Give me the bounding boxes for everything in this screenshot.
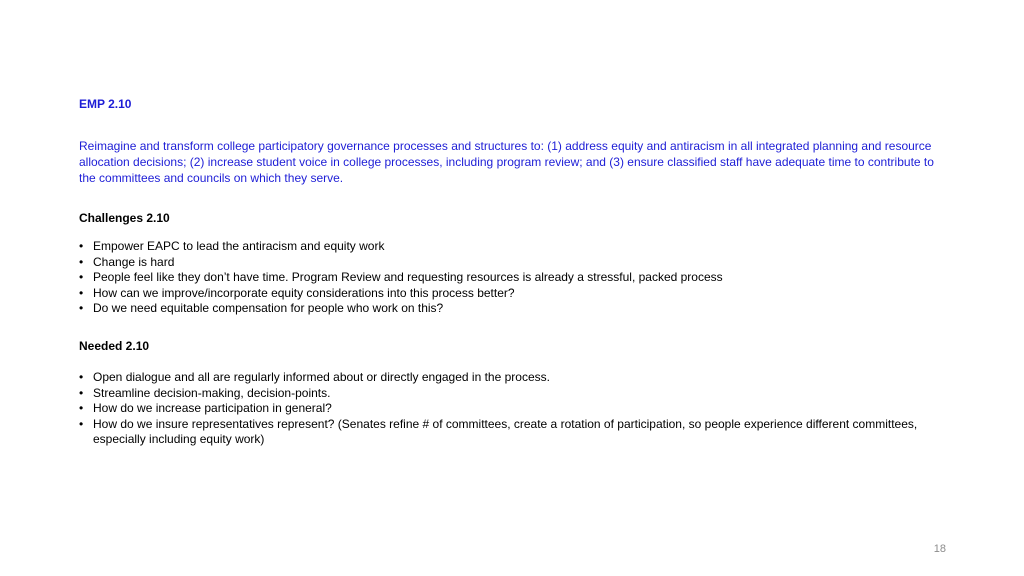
list-item: • How do we increase participation in general? [79,401,939,417]
list-item: • Change is hard [79,255,939,271]
needed-heading: Needed 2.10 [79,339,150,353]
list-item: • Empower EAPC to lead the antiracism and equity work [79,239,939,255]
list-item: • How do we insure representatives represent? (Senates refine # of committees, create a rotation of participation, so people experience different committees, especially including equity work) [79,417,939,448]
list-item: • How can we improve/incorporate equity considerations into this process better? [79,286,939,302]
emp-title: EMP 2.10 [79,97,132,111]
list-item: • Open dialogue and all are regularly informed about or directly engaged in the process. [79,370,939,386]
page-number: 18 [933,543,946,555]
challenges-heading: Challenges 2.10 [79,211,170,225]
challenges-list [79,239,939,317]
list-item: • Streamline decision-making, decision-points. [79,386,939,402]
emp-description: Reimagine and transform college participatory governance processes and structures to: (1) address equity and antiracism in all integrated planning and resource allocation decisions; (2) increase student voice in college processes, including program review; and (3) ensure classified staff have adequate time to contribute to the committees and councils on which they serve. [79,139,934,185]
needed-list [79,370,939,448]
list-item: • Do we need equitable compensation for people who work on this? [79,301,939,317]
list-item: • People feel like they don’t have time. Program Review and requesting resources is already a stressful, packed process [79,270,939,286]
